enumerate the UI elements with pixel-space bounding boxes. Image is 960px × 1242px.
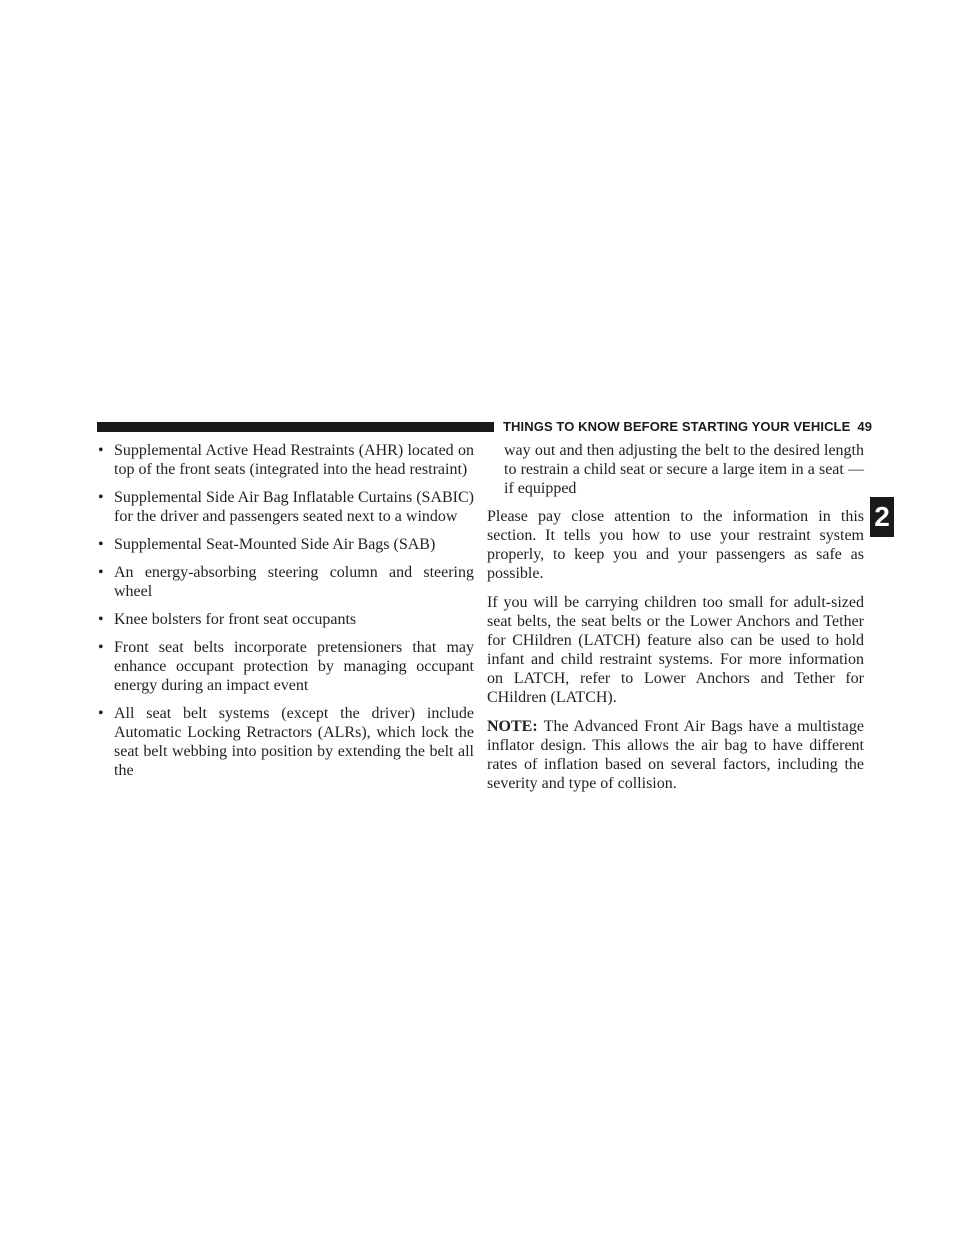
bullet-icon: • (98, 489, 104, 506)
list-item-text: Knee bolsters for front seat occupants (114, 611, 357, 628)
list-item (97, 535, 474, 554)
list-item-text: Supplemental Active Head Restraints (AHR) located on top of the front seats (integrated into the head restraint) (114, 442, 474, 478)
list-item (97, 610, 474, 629)
list-item (97, 563, 474, 601)
bullet-continuation: way out and then adjusting the belt to the desired length to restrain a child seat or secure a large item in a seat — if equipped (504, 442, 864, 497)
header-rule (97, 422, 494, 432)
list-item-text: Supplemental Seat-Mounted Side Air Bags (SAB) (114, 536, 436, 553)
list-item (97, 441, 474, 479)
section-title: THINGS TO KNOW BEFORE STARTING YOUR VEHICLE (503, 419, 851, 434)
left-column (97, 441, 474, 789)
paragraph: Please pay close attention to the information in this section. It tells you how to use your restraint system properly, to keep you and your passengers as safe as possible. (487, 508, 864, 582)
bullet-icon: • (98, 536, 104, 553)
bullet-icon: • (98, 705, 104, 722)
note-paragraph (487, 717, 864, 793)
bullet-icon: • (98, 442, 104, 459)
page-number: 49 (857, 419, 873, 434)
list-item (97, 638, 474, 695)
paragraph: If you will be carrying children too small for adult-sized seat belts, the seat belts or the Lower Anchors and Tether for CHildren (LATCH) feature also can be used to hold infant and child restraint systems. For more information on LATCH, refer to Lower Anchors and Tether for CHildren (LATCH). (487, 594, 864, 706)
list-item (97, 704, 474, 780)
bullet-icon: • (98, 611, 104, 628)
list-item-text: Supplemental Side Air Bag Inflatable Curtains (SABIC) for the driver and passengers seated next to a window (114, 489, 474, 525)
bullet-icon: • (98, 564, 104, 581)
bullet-icon: • (98, 639, 104, 656)
running-header (503, 419, 872, 434)
note-label: NOTE: (487, 718, 538, 735)
note-text: The Advanced Front Air Bags have a multistage inflator design. This allows the air bag to have different rates of inflation based on several factors, including the severity and type of collision. (487, 718, 864, 792)
list-item (97, 488, 474, 526)
list-item-text: An energy-absorbing steering column and steering wheel (114, 564, 474, 600)
right-column (487, 441, 864, 803)
chapter-tab: 2 (870, 497, 894, 537)
list-item-text: Front seat belts incorporate pretensioners that may enhance occupant protection by managing occupant energy during an impact event (114, 639, 474, 694)
list-item-text: All seat belt systems (except the driver) include Automatic Locking Retractors (ALRs), which lock the seat belt webbing into position by extending the belt all the (114, 705, 474, 779)
feature-list (97, 441, 474, 780)
